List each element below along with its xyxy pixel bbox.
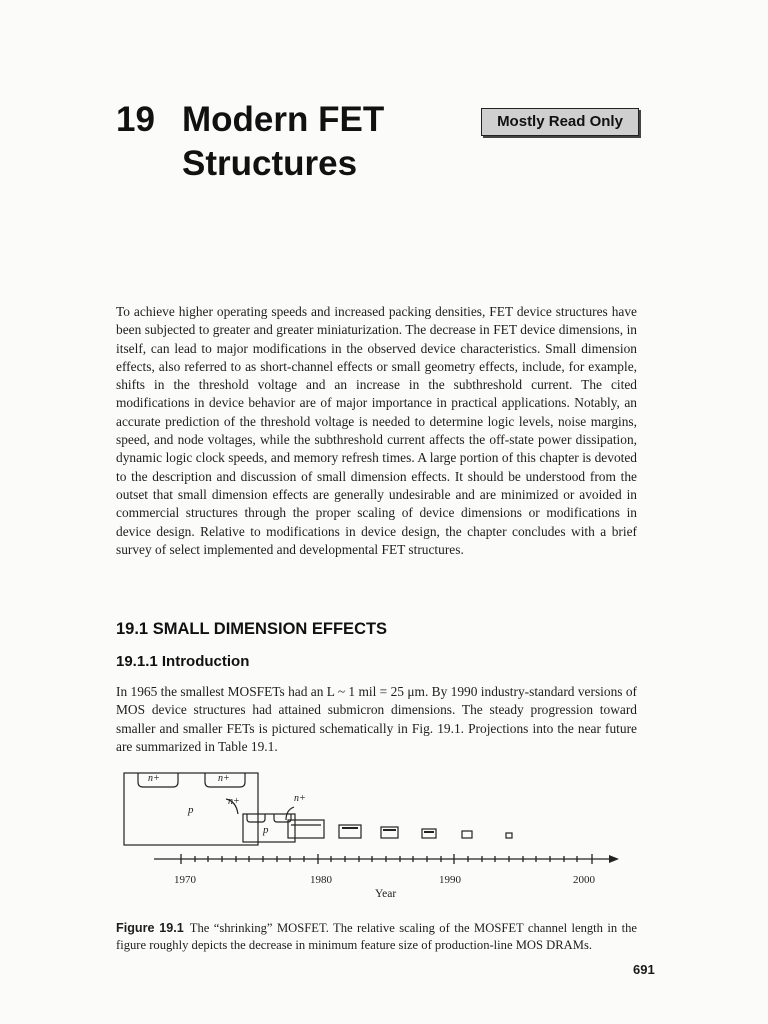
timeline-axis bbox=[154, 854, 609, 864]
device-1990-body bbox=[422, 829, 436, 838]
label-n-plus-source: n+ bbox=[148, 773, 160, 784]
device-1983-body bbox=[339, 825, 361, 838]
timeline-arrowhead bbox=[609, 855, 619, 863]
mostly-read-only-badge: Mostly Read Only bbox=[481, 108, 639, 136]
chapter-title: Modern FET Structures bbox=[182, 100, 385, 183]
figure-caption-text: The “shrinking” MOSFET. The relative scaling of the MOSFET channel length in the figure roughly depicts the decrease in minimum feature size of production-line MOS DRAMs. bbox=[116, 921, 637, 952]
device-1994-body bbox=[462, 831, 472, 838]
subsection-heading: 19.1.1 Introduction bbox=[116, 653, 250, 670]
axis-label-year: Year bbox=[375, 888, 397, 900]
tick-label-1970: 1970 bbox=[174, 874, 196, 886]
label-p-medium: p bbox=[263, 824, 269, 836]
tick-label-1990: 1990 bbox=[439, 874, 461, 886]
section-heading: 19.1 SMALL DIMENSION EFFECTS bbox=[116, 620, 388, 638]
device-1986-body bbox=[381, 827, 398, 838]
chapter-number: 19 bbox=[116, 100, 155, 139]
page-number: 691 bbox=[633, 962, 655, 977]
device-1980-body bbox=[288, 820, 324, 838]
intro-paragraph: To achieve higher operating speeds and increased packing densities, FET device structures have been subjected to greater and greater miniaturization. The decrease in FET device dimensions, in itself, can lead to major modifications in the observed device characteristics. Small dimension effects, also referred to as short-channel effects or small geometry effects, include, for example, shifts in the threshold voltage and an increase in the subthreshold current. The cited modifications in device behavior are of major importance in practical applications. Notably, an accurate prediction of the threshold voltage is needed to determine logic levels, noise margins, speed, and node voltages, while the subthreshold current affects the off-state power dissipation, dynamic logic clock speeds, and memory refresh times. A large portion of this chapter is devoted to the description and discussion of small dimension effects. It should be understood from the outset that small dimension effects are generally undesirable and are minimized or avoided in commercial structures through the proper scaling of device dimensions or modifications in device design. Relative to modifications in device design, the chapter concludes with a brief survey of select implemented and developmental FET structures. bbox=[116, 304, 637, 557]
label-n-plus-drain: n+ bbox=[218, 773, 230, 784]
figure-caption bbox=[116, 920, 637, 954]
label-n-plus-pointer-2: n+ bbox=[294, 793, 306, 804]
tick-label-1980: 1980 bbox=[310, 874, 332, 886]
introduction-paragraph: In 1965 the smallest MOSFETs had an L ~ 1 mil = 25 μm. By 1990 industry-standard versions of MOS device structures had attained submicron dimensions. The steady progression toward smaller and smaller FETs is pictured schematically in Fig. 19.1. Projections into the near future are summarized in Table 19.1. bbox=[116, 684, 637, 754]
label-n-plus-pointer-1: n+ bbox=[228, 796, 240, 807]
device-1998-body bbox=[506, 833, 512, 838]
device-1975-body bbox=[243, 814, 295, 842]
figure-label: Figure 19.1 bbox=[116, 921, 184, 935]
device-1975-source-well bbox=[247, 814, 265, 822]
shrinking-mosfet-figure bbox=[116, 770, 637, 910]
tick-label-2000: 2000 bbox=[573, 874, 595, 886]
label-p-substrate: p bbox=[188, 804, 194, 816]
